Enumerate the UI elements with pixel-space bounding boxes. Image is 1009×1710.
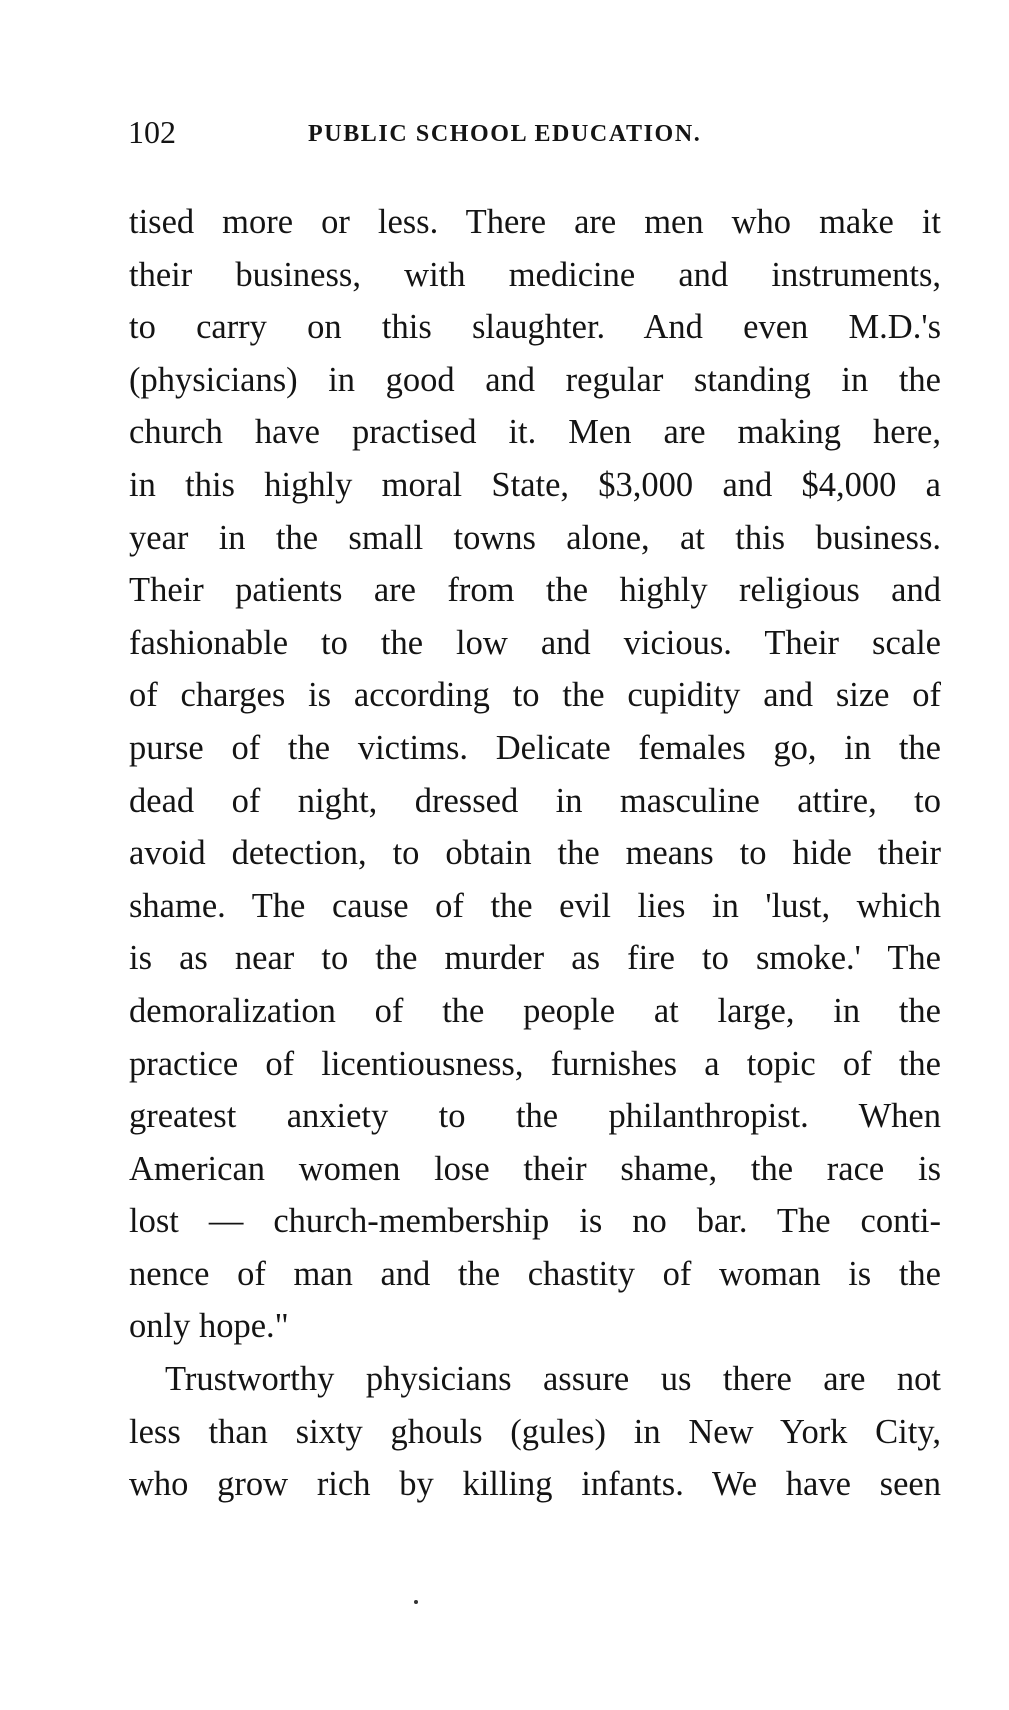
- text-line: shame. The cause of the evil lies in 'lust, which: [129, 886, 941, 925]
- text-line: to carry on this slaughter. And even M.D.'s: [129, 308, 941, 347]
- text-line: less than sixty ghouls (gules) in New York City,: [129, 1412, 941, 1451]
- text-line: purse of the victims. Delicate females go, in the: [129, 728, 941, 767]
- text-line: year in the small towns alone, at this business.: [129, 518, 941, 557]
- body-text: [129, 196, 941, 1511]
- text-line: Their patients are from the highly religious and: [129, 571, 941, 610]
- text-line: church have practised it. Men are making here,: [129, 413, 941, 452]
- text-line: practice of licentiousness, furnishes a topic of the: [129, 1044, 941, 1083]
- text-line: American women lose their shame, the race is: [129, 1149, 941, 1188]
- running-title: PUBLIC SCHOOL EDUCATION.: [308, 121, 702, 147]
- printer-mark: [414, 1600, 418, 1604]
- page-number: 102: [128, 114, 176, 150]
- text-line: dead of night, dressed in masculine attire, to: [129, 781, 941, 820]
- text-line: who grow rich by killing infants. We have seen: [129, 1465, 941, 1504]
- text-line: nence of man and the chastity of woman is the: [129, 1254, 941, 1293]
- text-line: (physicians) in good and regular standing in the: [129, 360, 941, 399]
- text-line: fashionable to the low and vicious. Their scale: [129, 623, 941, 662]
- text-line: only hope.": [129, 1307, 289, 1346]
- text-line: greatest anxiety to the philanthropist. When: [129, 1097, 941, 1136]
- text-line: lost — church-membership is no bar. The conti-: [129, 1202, 941, 1241]
- text-line: of charges is according to the cupidity and size of: [129, 676, 941, 715]
- text-line: avoid detection, to obtain the means to hide their: [129, 834, 941, 873]
- text-line: tised more or less. There are men who make it: [129, 203, 941, 241]
- text-line: demoralization of the people at large, in the: [129, 991, 941, 1030]
- text-line: their business, with medicine and instruments,: [129, 255, 941, 294]
- text-line: Trustworthy physicians assure us there are not: [165, 1360, 941, 1399]
- text-line: is as near to the murder as fire to smoke.' The: [129, 939, 941, 978]
- text-line: in this highly moral State, $3,000 and $4,000 a: [129, 465, 941, 504]
